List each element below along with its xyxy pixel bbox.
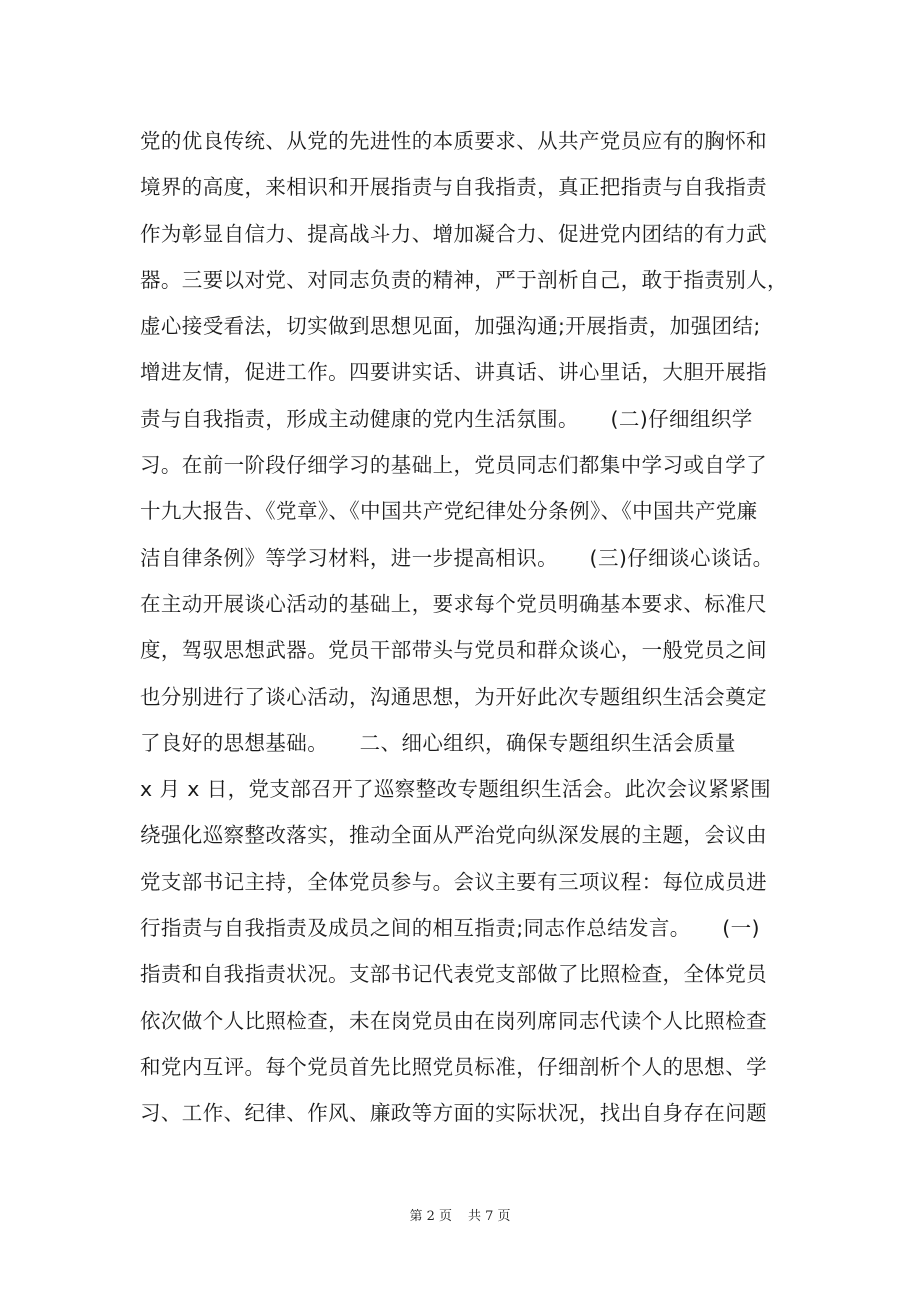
page-number: 第 2 页: [409, 1209, 452, 1224]
text-line: 也分别进行了谈心活动，沟通思想，为开好此次专题组织生活会奠定: [140, 684, 767, 709]
text-line: 指责和自我指责状况。支部书记代表党支部做了比照检查，全体党员: [140, 962, 767, 987]
text-line: 和党内互评。每个党员首先比照党员标准，仔细剖析个人的思想、学: [140, 1054, 767, 1079]
text-line: 了良好的思想基础。 二、细心组织，确保专题组织生活会质量: [140, 730, 736, 755]
text-line: x 月 x 日，党支部召开了巡察整改专题组织生活会。此次会议紧紧围: [140, 777, 772, 802]
text-line: 作为彰显自信力、提高战斗力、增加凝合力、促进党内团结的有力武: [140, 221, 767, 246]
text-line: 度，驾驭思想武器。党员干部带头与党员和群众谈心，一般党员之间: [140, 638, 767, 663]
text-line: 习、工作、纪律、作风、廉政等方面的实际状况，找出自身存在问题: [140, 1101, 767, 1126]
body-text: [140, 118, 790, 1137]
text-line: 境界的高度，来相识和开展指责与自我指责，真正把指责与自我指责: [140, 175, 767, 200]
text-line: 党的优良传统、从党的先进性的本质要求、从共产党员应有的胸怀和: [140, 129, 767, 153]
text-line: 在主动开展谈心活动的基础上，要求每个党员明确基本要求、标准尺: [140, 591, 767, 616]
text-line: 十九大报告、《党章》、《中国共产党纪律处分条例》、《中国共产党廉: [140, 499, 758, 524]
page-footer: [0, 1205, 920, 1224]
page-total: 共 7 页: [468, 1209, 511, 1224]
text-line: 绕强化巡察整改落实，推动全面从严治党向纵深发展的主题，会议由: [140, 823, 767, 848]
text-line: 增进友情，促进工作。四要讲实话、讲真话、讲心里话，大胆开展指: [140, 360, 767, 385]
text-line: 虚心接受看法，切实做到思想见面，加强沟通;开展指责，加强团结;: [140, 314, 761, 339]
text-line: 党支部书记主持，全体党员参与。会议主要有三项议程：每位成员进: [140, 869, 767, 894]
text-line: 器。三要以对党、对同志负责的精神，严于剖析自己，敢于指责别人，: [140, 267, 788, 292]
text-line: 依次做个人比照检查，未在岗党员由在岗列席同志代读个人比照检查: [140, 1008, 767, 1033]
text-line: 洁自律条例》等学习材料，进一步提高相识。 (三)仔细谈心谈话。: [140, 545, 774, 570]
text-line: 行指责与自我指责及成员之间的相互指责;同志作总结发言。 (一): [140, 916, 760, 941]
text-line: 习。在前一阶段仔细学习的基础上，党员同志们都集中学习或自学了: [140, 453, 767, 478]
text-line: 责与自我指责，形成主动健康的党内生活氛围。 (二)仔细组织学: [140, 406, 753, 431]
